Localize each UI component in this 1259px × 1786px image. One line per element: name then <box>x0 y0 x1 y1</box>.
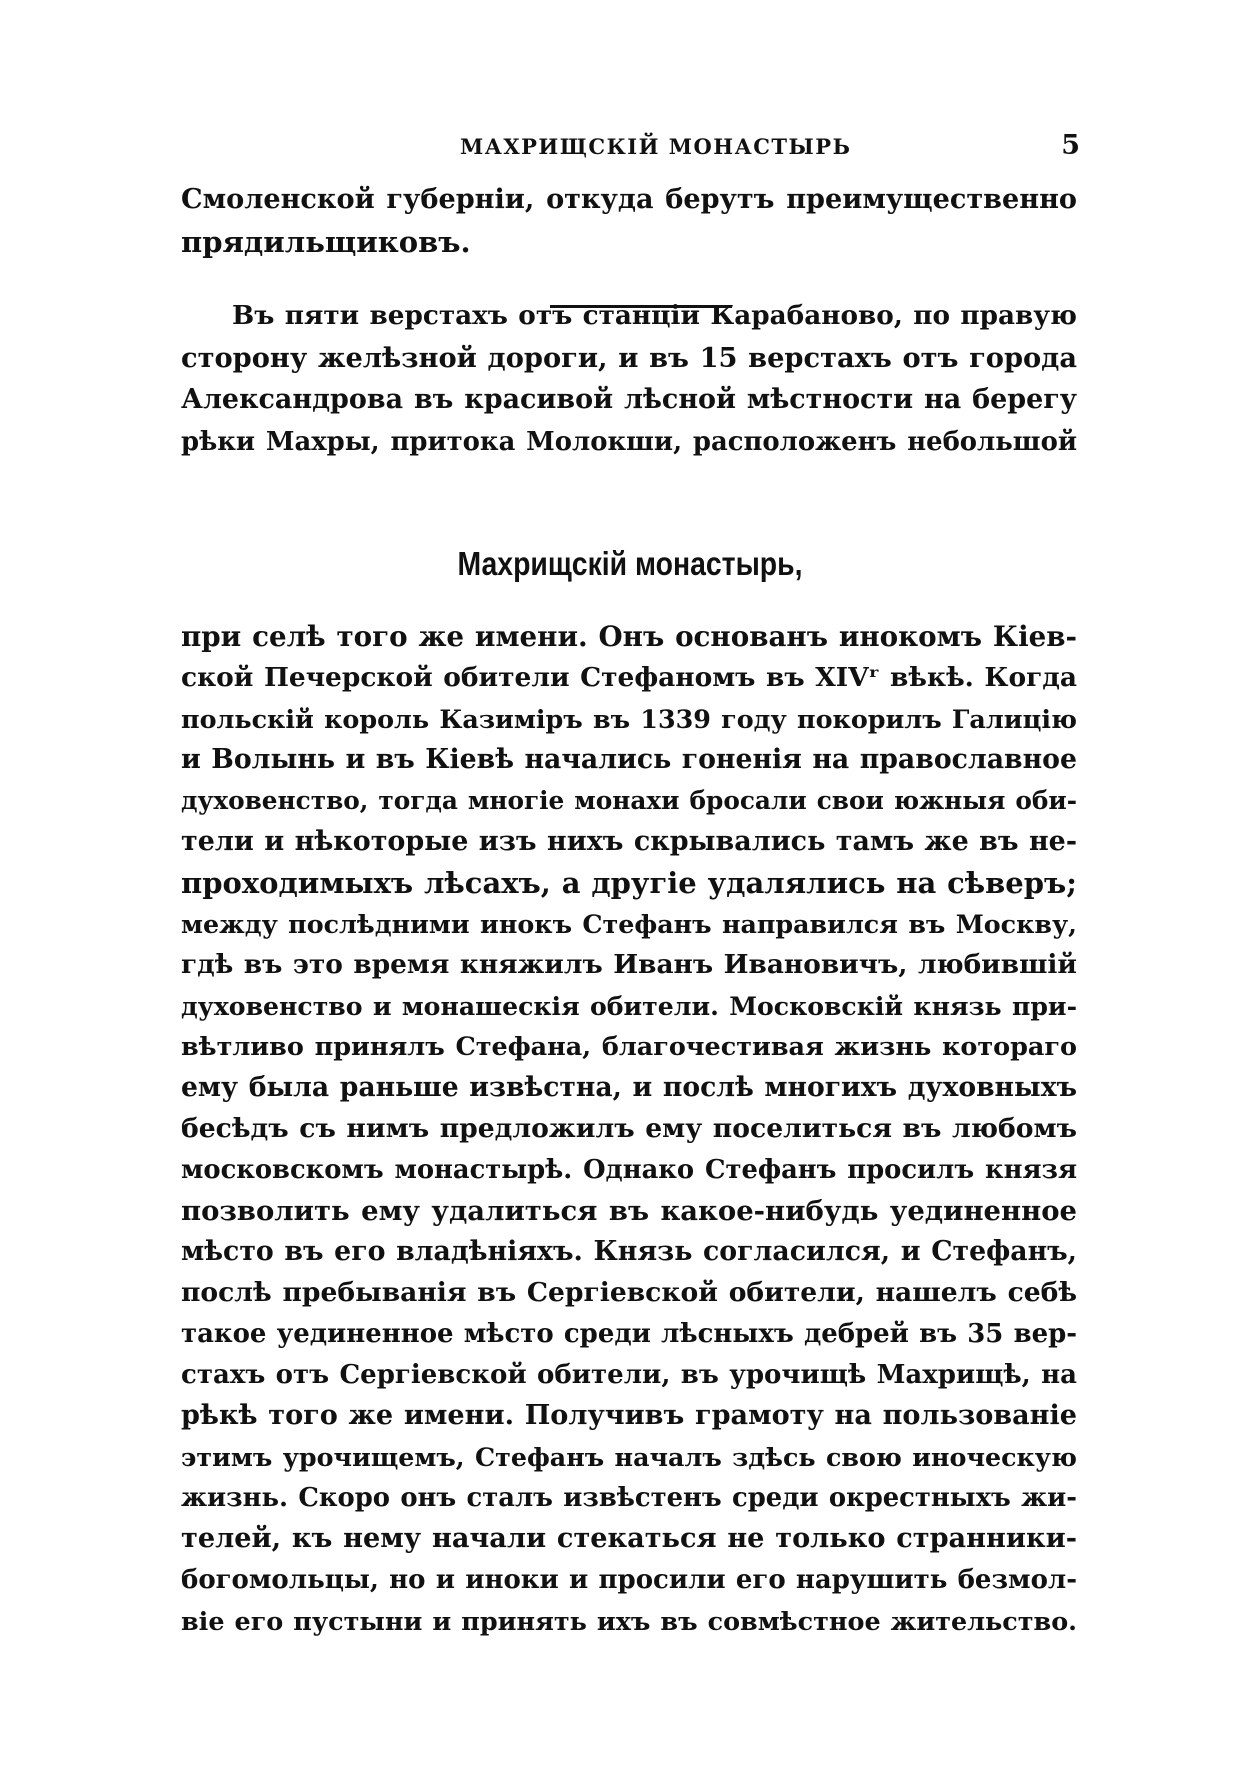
text-line: мѣсто въ его владѣнiяхъ. Князь согласился, и Стефанъ, <box>181 1236 1077 1267</box>
text-line: стахъ отъ Сергiевской обители, въ урочищѣ Махрищѣ, на <box>181 1360 1077 1390</box>
text-line: жизнь. Скоро онъ сталъ извѣстенъ среди окрестныхъ жи- <box>181 1483 1077 1513</box>
text-line: духовенство, тогда многiе монахи бросали свои южныя оби- <box>181 786 1077 815</box>
text-line: рѣкѣ того же имени. Получивъ грамоту на пользованiе <box>181 1400 1077 1431</box>
text-line: гдѣ въ это время княжилъ Иванъ Ивановичъ, любившiй <box>181 949 1077 980</box>
text-line: вѣтливо принялъ Стефана, благочестивая жизнь котораго <box>181 1032 1077 1062</box>
text-line: при селѣ того же имени. Онъ основанъ инокомъ Кiев- <box>181 620 1077 653</box>
text-line: сторону желѣзной дороги, и въ 15 верстахъ отъ города <box>181 342 1077 374</box>
text-line: такое уединенное мѣсто среди лѣсныхъ дебрей въ 35 вер- <box>181 1319 1077 1349</box>
text-line: проходимыхъ лѣсахъ, а другiе удалялись на сѣверъ; <box>181 866 1077 900</box>
text-line: польскiй король Казимiръ въ 1339 году покорилъ Галицiю <box>181 704 1077 734</box>
text-line: бесѣдъ съ нимъ предложилъ ему поселиться въ любомъ <box>181 1113 1077 1144</box>
text-line: Въ пяти верстахъ отъ станцiи Карабаново, по правую <box>232 300 1077 331</box>
text-line: Александрова въ красивой лѣсной мѣстности на берегу <box>181 384 1077 415</box>
text-line: Смоленской губернiи, откуда берутъ преимущественно <box>181 184 1077 215</box>
section-heading: Махрищскiй монастырь, <box>457 545 803 582</box>
text-line: богомольцы, но и иноки и просили его нарушить безмол- <box>181 1565 1077 1595</box>
text-line: ской Печерской обители Стефаномъ въ XIVʳ вѣкѣ. Когда <box>181 662 1077 693</box>
text-line: прядильщиковъ. <box>181 225 471 259</box>
text-line: послѣ пребыванiя въ Сергiевской обители, нашелъ себѣ <box>181 1277 1077 1308</box>
page-number: 5 <box>1061 130 1080 161</box>
text-line: между послѣдними инокъ Стефанъ направился въ Москву, <box>181 909 1077 939</box>
text-line: этимъ урочищемъ, Стефанъ началъ здѣсь свою иноческую <box>181 1442 1077 1472</box>
text-line: позволить ему удалиться въ какое-нибудь уединенное <box>181 1195 1077 1227</box>
text-line: тели и нѣкоторые изъ нихъ скрывались тамъ же въ не- <box>181 826 1077 857</box>
text-line: московскомъ монастырѣ. Однако Стефанъ просилъ князя <box>181 1155 1077 1185</box>
text-line: духовенство и монашескiя обители. Московскiй князь при- <box>181 991 1077 1021</box>
text-line: телей, къ нему начали стекаться не только странники- <box>181 1523 1077 1554</box>
text-line: и Волынь и въ Кiевѣ начались гоненiя на православное <box>181 744 1077 775</box>
text-line: ему была раньше извѣстна, и послѣ многихъ духовныхъ <box>181 1072 1077 1103</box>
running-title: МАХРИЩСКIЙ МОНАСТЫРЬ <box>460 134 852 159</box>
text-line: рѣки Махры, притока Молокши, расположенъ небольшой <box>181 427 1077 457</box>
page-header <box>180 130 1080 174</box>
text-line: вiе его пустыни и принять ихъ въ совмѣстное жительство. <box>181 1606 1077 1636</box>
